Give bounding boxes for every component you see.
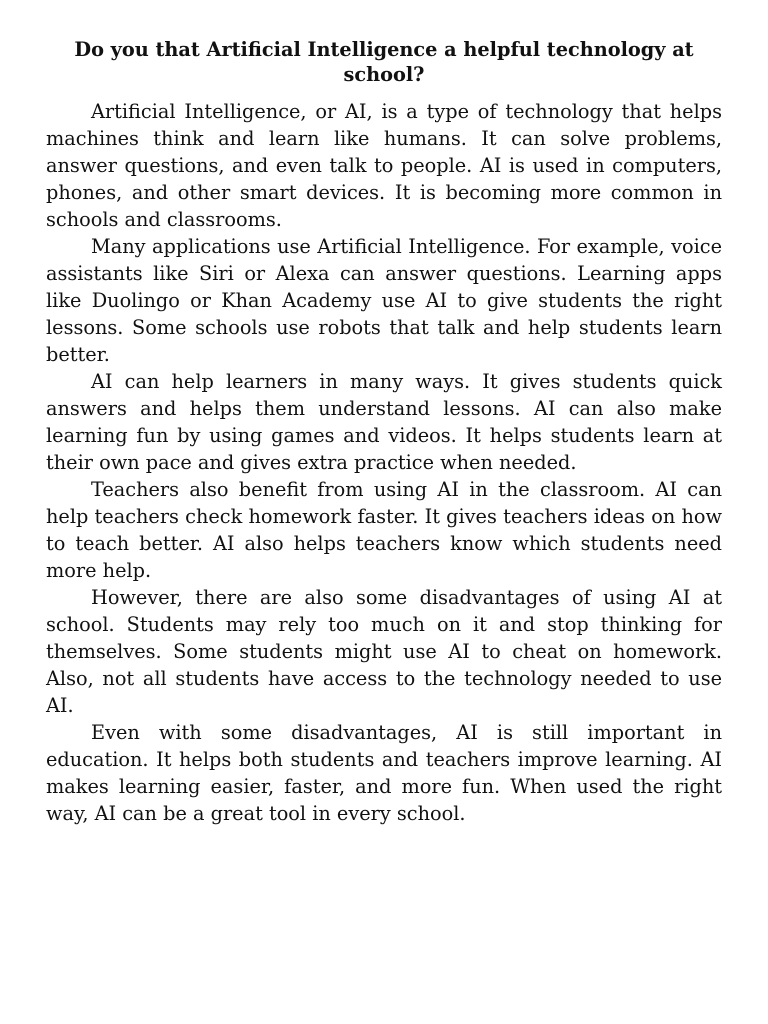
paragraph-intro: Artificial Intelligence, or AI, is a type of technology that helps machines think and learn like humans. It can solve problems, answer questions, and even talk to people. AI is used in computers, phones, and other smart devices. It is becoming more common in schools and classrooms. [46,100,722,231]
paragraph-teacher-benefits: Teachers also benefit from using AI in the classroom. AI can help teachers check homework faster. It gives teachers ideas on how to teach better. AI also helps teachers know which students need more help. [46,478,722,582]
document-title: Do you that Artificial Intelligence a helpful technology at school? [74,38,694,86]
paragraph-disadvantages: However, there are also some disadvantages of using AI at school. Students may rely too much on it and stop thinking for themselves. Some students might use AI to cheat on homework. Also, not all students have access to the technology needed to use AI. [46,586,722,717]
paragraph-applications: Many applications use Artificial Intelligence. For example, voice assistants like Siri or Alexa can answer questions. Learning apps like Duolingo or Khan Academy use AI to give students the right lessons. Some schools use robots that talk and help students learn better. [46,235,722,366]
paragraph-conclusion: Even with some disadvantages, AI is still important in education. It helps both students and teachers improve learning. AI makes learning easier, faster, and more fun. When used the right way, AI can be a great tool in every school. [46,721,722,825]
paragraph-learner-benefits: AI can help learners in many ways. It gives students quick answers and helps them understand lessons. AI can also make learning fun by using games and videos. It helps students learn at their own pace and gives extra practice when needed. [46,370,722,474]
